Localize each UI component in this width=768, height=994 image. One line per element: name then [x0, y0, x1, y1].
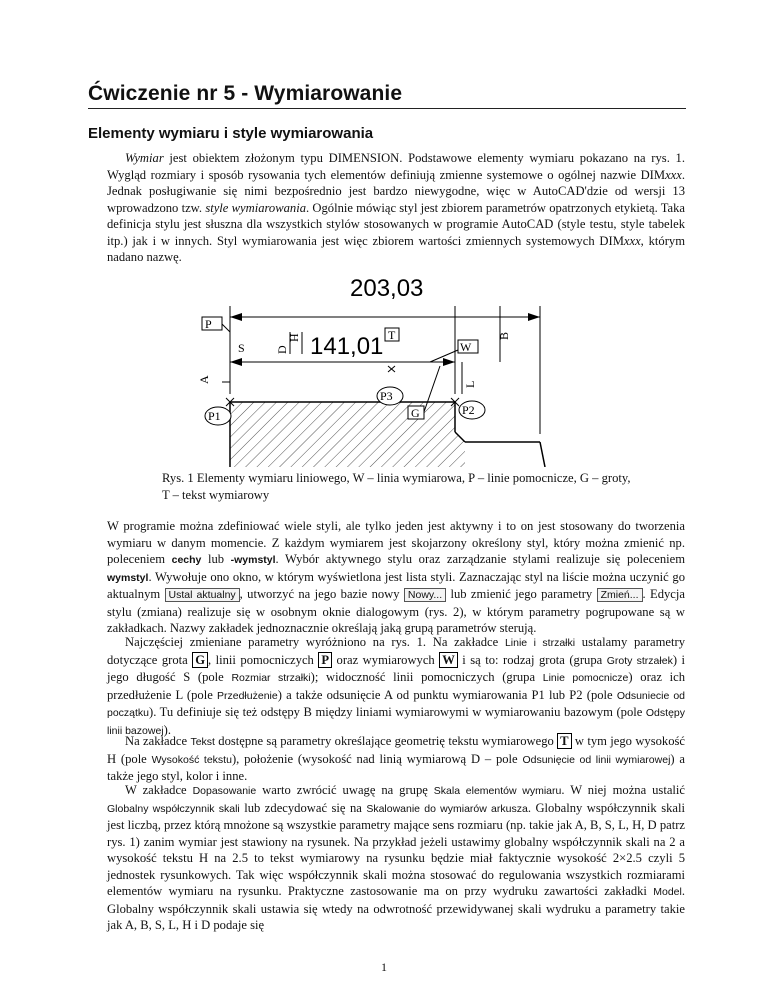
label-s: S	[238, 341, 245, 355]
label-h: H	[287, 333, 301, 342]
modify-button[interactable]: Zmień...	[597, 588, 643, 602]
field-scale-to-layout: Skalowanie do wymiarów arkusza	[366, 802, 528, 815]
text: , utworzyć na jego bazie nowy	[239, 587, 404, 601]
text: ), położenie (wysokość nad linią wymiarową D – pole	[231, 751, 523, 766]
field-offset-dimline: Odsunięcie od linii wymiarowej	[522, 753, 671, 766]
dimension-figure	[190, 262, 580, 467]
text: ) a także jego styl, kolor i inne.	[107, 751, 685, 783]
section-heading: Elementy wymiaru i style wymiarowania	[88, 125, 374, 142]
text: Najczęściej zmieniane parametry wyróżniono na rys. 1. Na zakładce	[125, 635, 505, 649]
field-text-height: Wysokość tekstu	[151, 753, 232, 766]
part-hatched-area	[230, 402, 465, 467]
text: . Globalny współczynnik skali ustawia się wtedy na odwrotność przewidywanej skali wydruku a parametry takie jak A, B, S, L, H i D podaje się	[107, 884, 685, 932]
text: . Wybór aktywnego stylu oraz zarządzanie stylami realizuje się poleceniem	[275, 552, 686, 566]
text: lub zmienić jego parametry	[446, 587, 597, 601]
text: . Wywołuje ono okno, w którym wyświetlona jest lista styli. Zaznaczając styl na liście można uczynić go aktualnym	[107, 569, 685, 601]
text: i są to: rodzaj grota (grupa	[457, 652, 607, 667]
command-cechy: cechy	[171, 554, 202, 566]
tab-lines-arrows: Linie i strzałki	[504, 637, 576, 649]
text: . Edycja stylu (zmiana) realizuje się w osobnym oknie dialogowym (rys. 2), w którym parametry pogrupowane są w zakładkach. Nazwy zakładek jednoznacznie określają jaką grupą parametrów sterują.	[107, 587, 685, 635]
text: . Jednak posługiwanie się nimi bezpośrednio jest bardzo niewygodne, więc w AutoCAD'dzie od wersji 13 wprowadzono tzw.	[107, 167, 685, 215]
group-scale-features: Skala elementów wymiaru	[433, 785, 562, 797]
text: W zakładce	[125, 783, 193, 797]
paragraph-text-tab	[107, 733, 685, 785]
tab-text: Tekst	[190, 736, 215, 748]
label-p1: P1	[208, 409, 221, 423]
label-b: B	[497, 331, 511, 340]
command-wymstyl-dash: -wymstyl	[230, 554, 276, 566]
text: Na zakładce	[125, 734, 191, 748]
boxed-label-p: P	[318, 652, 332, 668]
text: ); widoczność linii pomocniczych (grupa	[310, 670, 543, 684]
boxed-label-g: G	[192, 652, 208, 668]
arrow-second-left	[230, 358, 242, 366]
label-p2: P2	[462, 403, 475, 417]
dimension-text-main: 203,03	[350, 275, 424, 302]
title-rule	[88, 108, 686, 109]
label-t: T	[388, 328, 396, 342]
label-p3: P3	[380, 389, 393, 403]
arrow-second-right	[443, 358, 455, 366]
text: dostępne są parametry określające geometrię tekstu wymiarowego	[214, 734, 558, 748]
text: ) i jego długość S (pole	[107, 652, 686, 684]
term-style: style wymiarowania	[205, 200, 307, 215]
text: . Ogólnie mówiąc styl jest zbiorem parametrów opatrzonych etykietą. Taka definicja stylu jest słuszna dla wszystkich stylów stosowanych w programie AutoCAD (style testu, style tabelek itp.) jak i w innych. Styl wymiarowania jest więc zbiorem wartości zmiennych systemowych DIM	[107, 200, 685, 248]
term-wymiar: Wymiar	[125, 151, 164, 165]
page-number: 1	[381, 960, 387, 974]
text: . W niej można ustalić	[561, 783, 685, 797]
arrow-main-left	[230, 313, 242, 321]
figure-caption: Rys. 1 Elementy wymiaru liniowego, W – linia wymiarowa, P – linie pomocnicze, G – groty, T – tekst wymiarowy	[162, 471, 631, 502]
label-d: D	[275, 345, 289, 354]
arrow-main-right	[528, 313, 540, 321]
label-p: P	[205, 317, 212, 331]
group-extension-lines: Linie pomocnicze	[542, 672, 629, 684]
text: , linii pomocniczych	[207, 652, 319, 667]
label-g: G	[411, 406, 420, 420]
paragraph-fit-tab	[107, 782, 685, 934]
text: ). Tu definiuje się też odstępy B między liniami wymiarowymi w wymiarowaniu bazowym (pole	[149, 705, 646, 719]
tab-fit: Dopasowanie	[192, 785, 257, 797]
field-offset-origin: Odsuniecie od początku	[107, 689, 685, 719]
text-xxx: xxx	[665, 167, 682, 182]
group-arrowheads: Groty strzałek	[606, 654, 673, 667]
text: lub	[201, 552, 231, 566]
text: ) a także odsunięcie A od punktu wymiarowania P1 lub P2 (pole	[277, 687, 617, 702]
text: lub zdecydować się na	[239, 800, 367, 815]
text: W programie można zdefiniować wiele styli, ale tylko jeden jest aktywny i to on jest stosowany do tworzenia wymiaru w danym momencie. Z każdym wymiarem jest skojarzony określony styl, który można zmienić np. poleceniem	[107, 519, 685, 566]
text: w tym jego wysokość H (pole	[107, 734, 685, 766]
boxed-label-t: T	[557, 733, 571, 749]
label-l: L	[463, 380, 477, 388]
text: , którym nadano nazwę.	[107, 233, 685, 264]
paragraph-styles	[107, 518, 685, 637]
set-current-button[interactable]: Ustal aktualny	[165, 588, 240, 602]
paragraph-lines-arrows	[107, 634, 685, 739]
text: ).	[163, 722, 171, 737]
text: ) oraz ich przedłużenie L (pole	[107, 670, 685, 702]
text: . Globalny współczynnik skali jest liczbą, przez którą mnożone są wszystkie parametry mające sens rozmiaru (np. takie jak A, B, S, L, H, D patrz rys. 1) zanim wymiar jest stawiony na rysunek. Na przykład jeżeli ustawimy globalny współczynnik skali na 2 a wysokość tekstu H na 2.5 to tekst wymiarowy na rysunku będzie miał faktycznie wysokość 2×2.5 czyli 5 jednostek rysunkowych. Tak więc współczynnik skali można stosować do regulowania wszystkich rozmiarami elementów wymiaru na rysunku. Praktyczne zastosowanie ma on przy wydruku zawartości zakładki	[107, 800, 685, 898]
label-a: A	[197, 375, 211, 384]
field-global-scale: Globalny współczynnik skali	[107, 802, 240, 815]
new-button[interactable]: Nowy...	[404, 588, 446, 602]
label-w: W	[460, 340, 472, 354]
part-right-edge	[540, 442, 545, 467]
boxed-label-w: W	[439, 652, 458, 668]
field-extension: Przedłużenie	[217, 689, 278, 702]
dimension-text-second: 141,01	[310, 333, 384, 360]
page-title: Ćwiczenie nr 5 - Wymiarowanie	[88, 82, 403, 105]
command-wymstyl: wymstyl	[107, 571, 149, 584]
tab-model: Model	[653, 886, 682, 898]
field-arrow-size: Rozmiar strzałki	[231, 672, 311, 684]
paragraph-intro	[107, 150, 685, 266]
text: ustalamy parametry dotyczące grota	[107, 635, 686, 667]
text: oraz wymiarowych	[332, 652, 440, 667]
text-xxx: xxx	[623, 233, 641, 248]
field-baseline-spacing: Odstępy linii bazowej	[107, 707, 685, 737]
text: warto zwrócić uwagę na grupę	[256, 783, 434, 797]
text: jest obiektem złożonym typu DIMENSION. Podstawowe elementy wymiaru pokazano na rys. 1. Wygląd rozmiary i sposób rysowania tych elementów definiują zmienne systemowe o ogólnej nazwie DIM	[107, 151, 685, 182]
